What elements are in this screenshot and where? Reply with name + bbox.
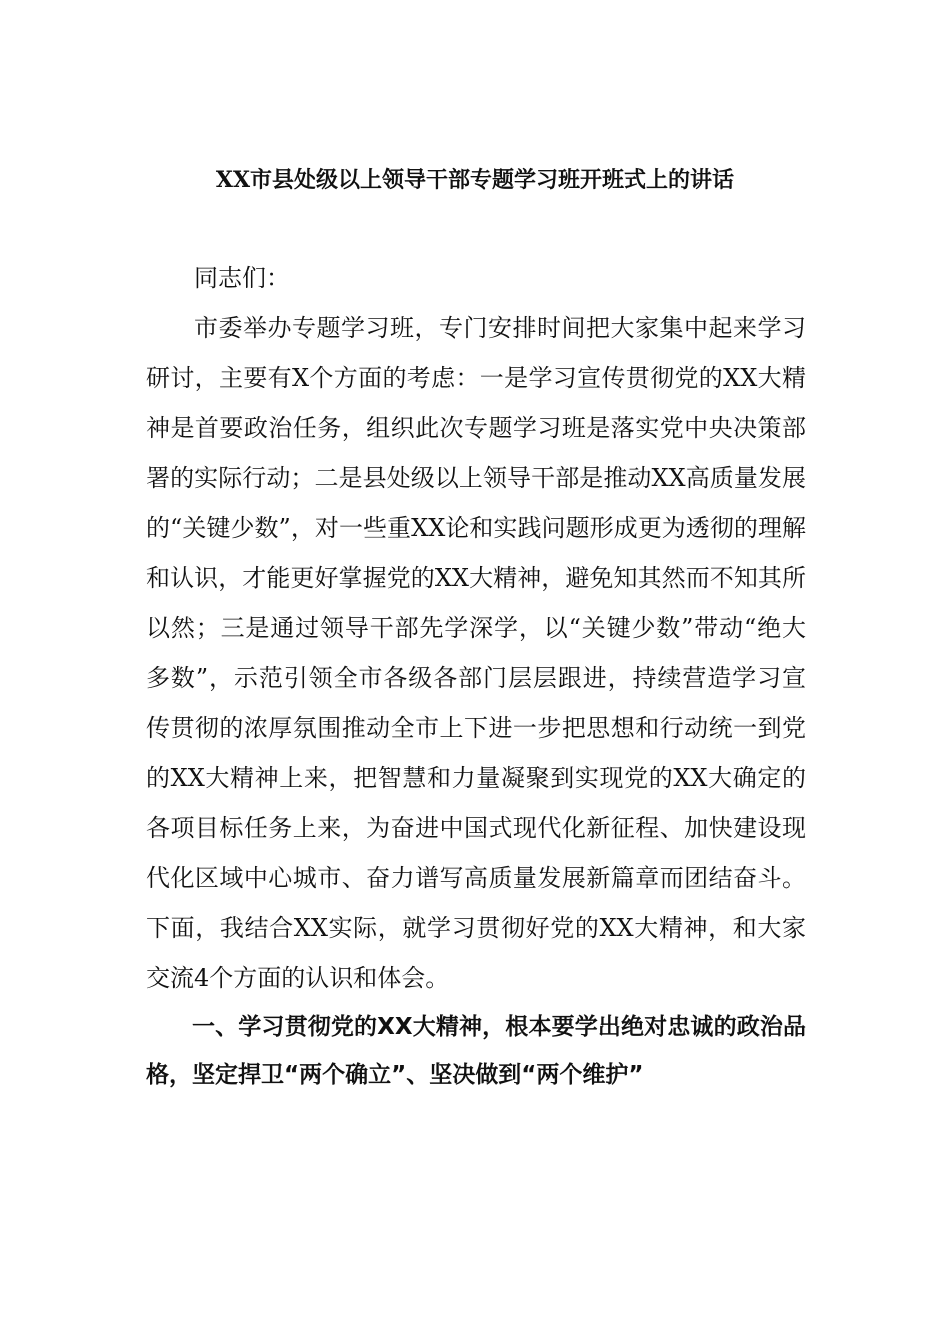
document-body bbox=[146, 253, 806, 1099]
section-heading-1: 一、学习贯彻党的XX大精神，根本要学出绝对忠诚的政治品格，坚定捍卫“两个确立”、坚决做到“两个维护” bbox=[146, 1014, 806, 1088]
document-title: XX市县处级以上领导干部专题学习班开班式上的讲话 bbox=[215, 167, 735, 193]
paragraph-1: 市委举办专题学习班，专门安排时间把大家集中起来学习研讨，主要有X个方面的考虑：一是学习宣传贯彻党的XX大精神是首要政治任务，组织此次专题学习班是落实党中央决策部署的实际行动；二是县处级以上领导干部是推动XX高质量发展的“关键少数”，对一些重XX论和实践问题形成更为透彻的理解和认识，才能更好掌握党的XX大精神，避免知其然而不知其所以然；三是通过领导干部先学深学，以“关键少数”带动“绝大多数”，示范引领全市各级各部门层层跟进，持续营造学习宣传贯彻的浓厚氛围推动全市上下进一步把思想和行动统一到党的XX大精神上来，把智慧和力量凝聚到实现党的XX大确定的各项目标任务上来，为奋进中国式现代化新征程、加快建设现代化区域中心城市、奋力谱写高质量发展新篇章而团结奋斗。下面，我结合XX实际，就学习贯彻好党的XX大精神，和大家交流4个方面的认识和体会。 bbox=[146, 314, 806, 992]
salutation: 同志们： bbox=[194, 264, 290, 292]
